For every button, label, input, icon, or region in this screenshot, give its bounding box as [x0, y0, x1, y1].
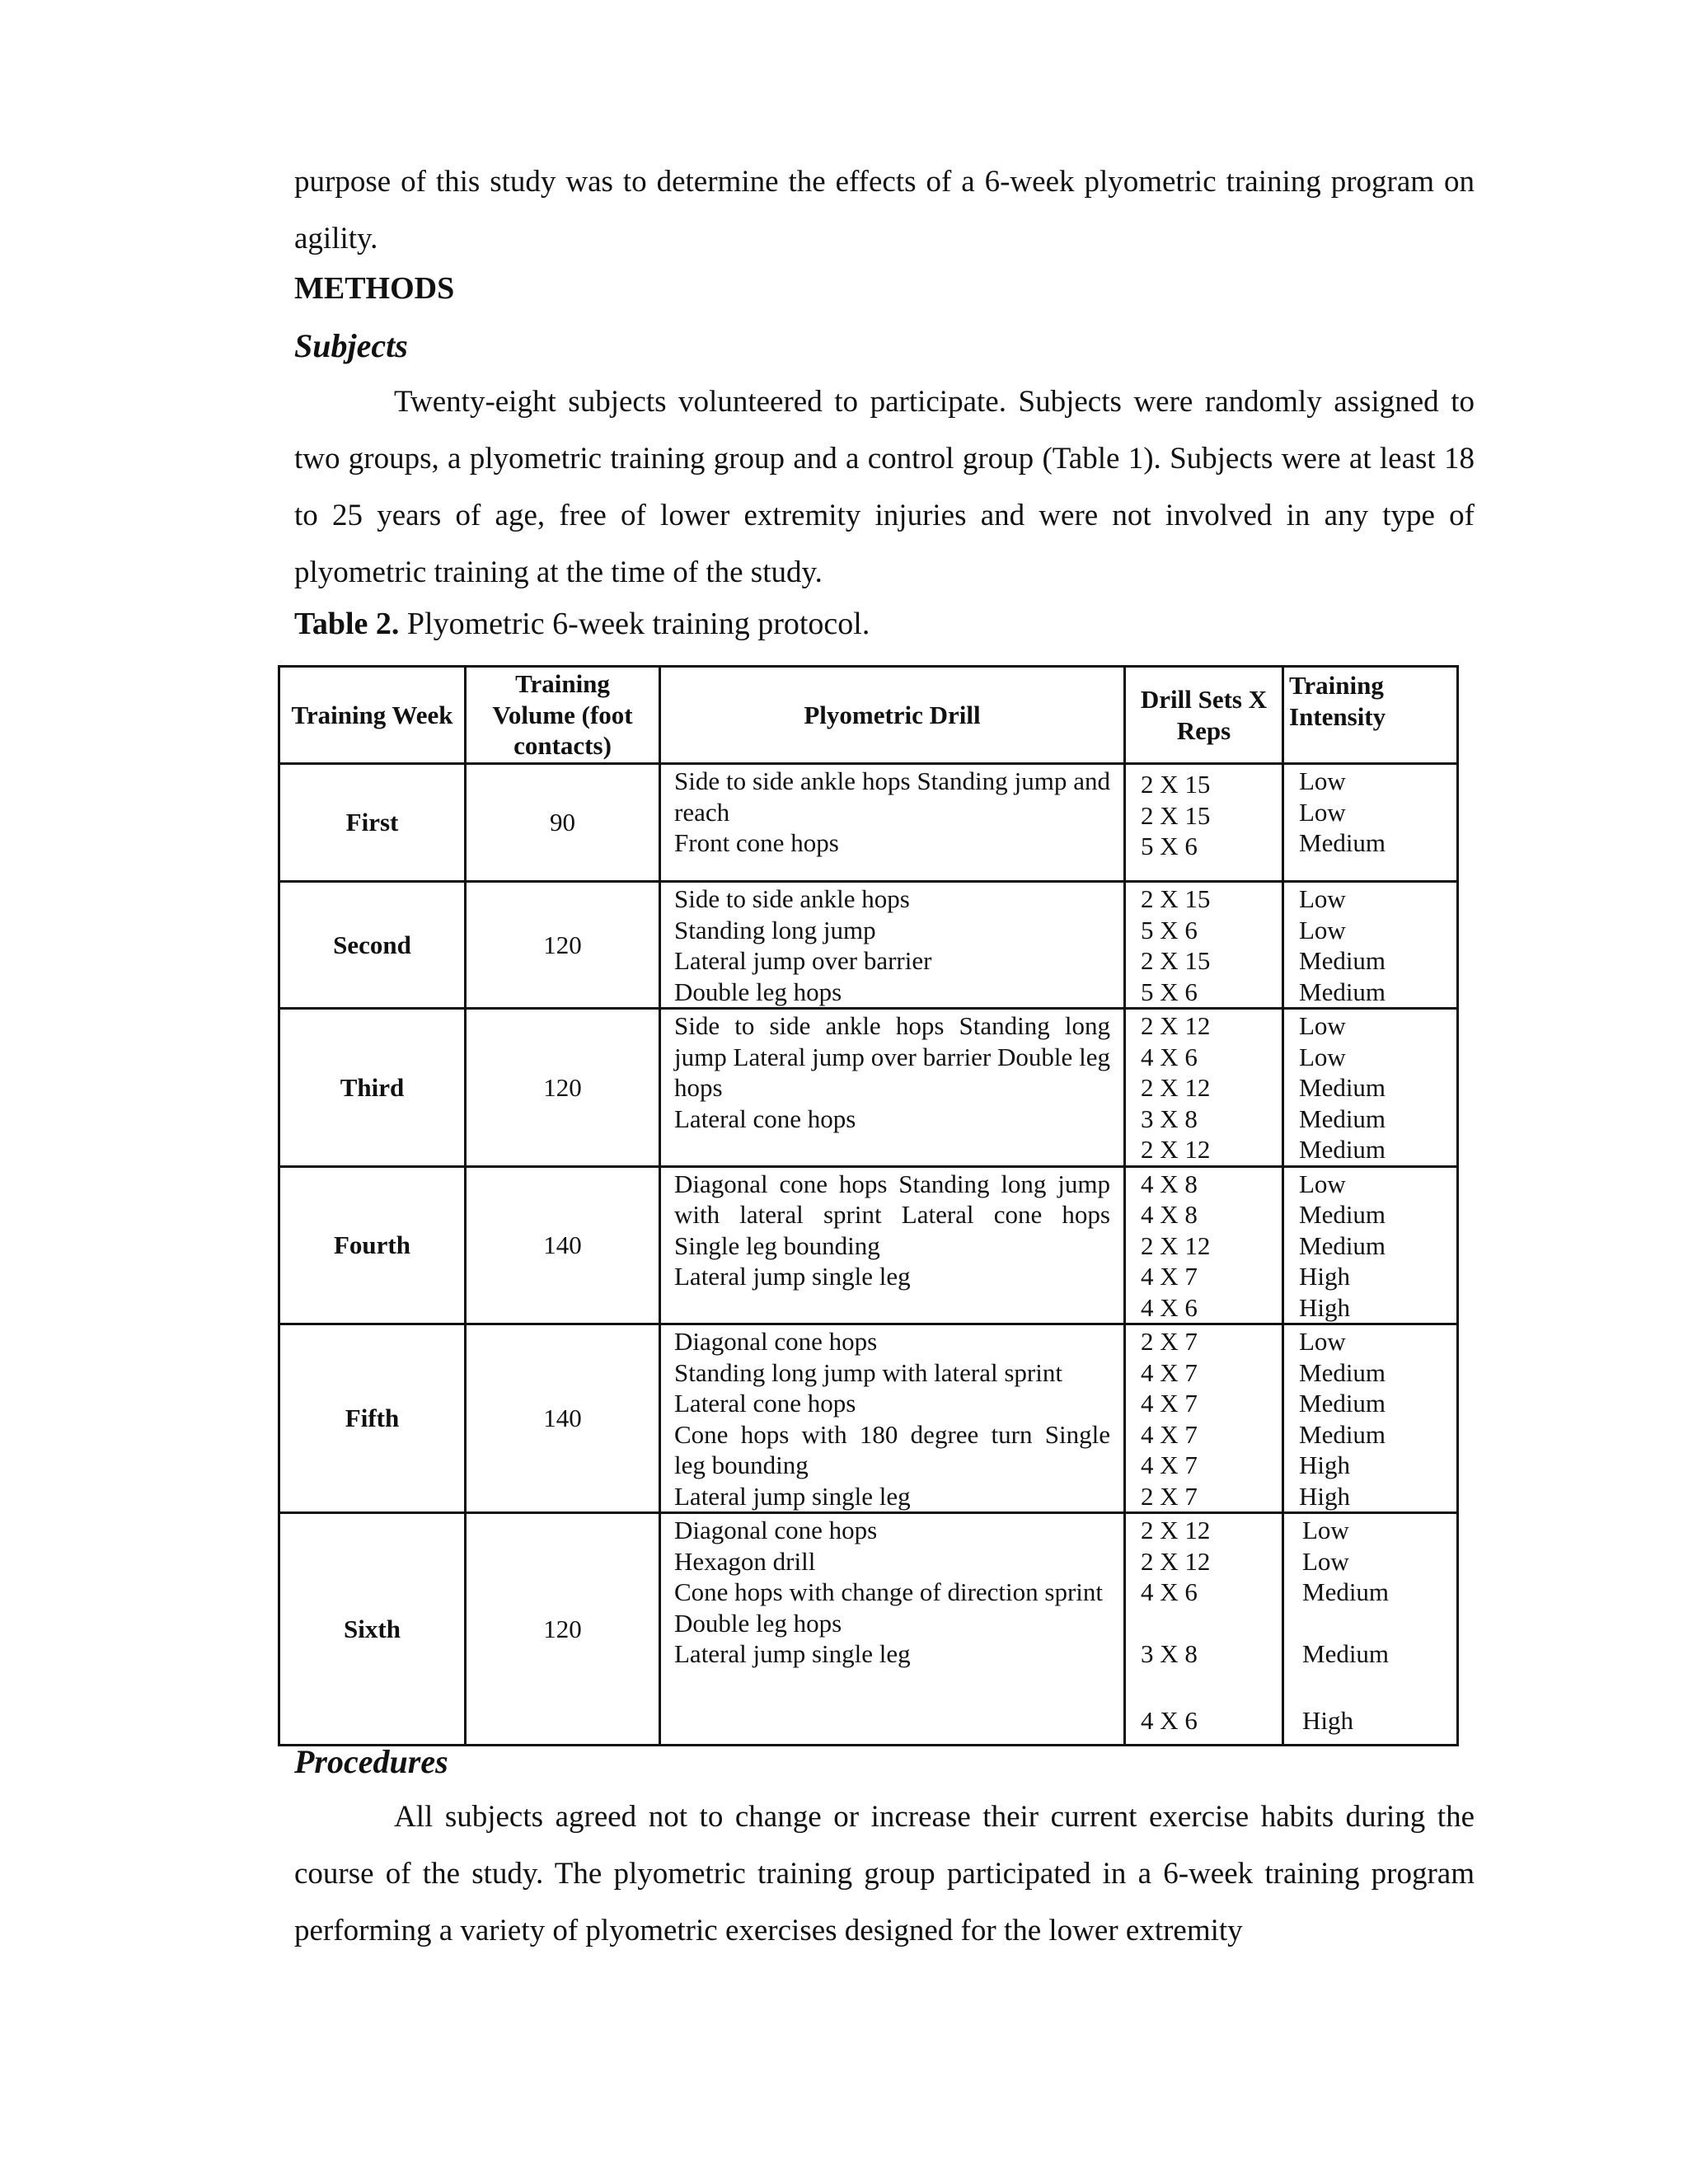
procedures-paragraph: All subjects agreed not to change or increase their current exercise habits during the course of the study. The plyometric training group participated in a 6-week training program performing a variety of plyometric exercises designed for the lower extremity: [294, 1800, 1475, 1947]
drill-line: Double leg hops: [674, 1608, 842, 1638]
intensity-line: Low: [1299, 1169, 1346, 1198]
drill-cell: [660, 764, 1125, 882]
week-cell: Fifth: [279, 1324, 466, 1513]
subjects-paragraph: Twenty-eight subjects volunteered to participate. Subjects were randomly assigned to two groups, a plyometric training group and a control group (Table 1). Subjects were at least 18 to 25 years of age, free of lower extremity injuries and were not involved in any type of plyometric training at the time of the study.: [294, 385, 1475, 589]
intensity-cell: [1283, 1513, 1458, 1746]
week-cell: First: [279, 764, 466, 882]
sets-line: 2 X 15: [1141, 884, 1211, 913]
table-row: [279, 1009, 1458, 1167]
sets-cell: [1125, 1324, 1283, 1513]
drill-line: Standing long jump: [674, 915, 876, 944]
drill-line: Diagonal cone hops: [674, 1327, 878, 1356]
drill-line: Lateral jump single leg: [674, 1262, 911, 1291]
intensity-line: High: [1299, 1292, 1350, 1322]
intensity-line: Medium: [1299, 1104, 1386, 1133]
week-cell: Sixth: [279, 1513, 466, 1746]
intensity-line: Low: [1299, 1327, 1346, 1356]
sets-line: 2 X 7: [1141, 1481, 1198, 1511]
table-caption-label: Table 2.: [294, 607, 400, 641]
sets-line: 2 X 7: [1141, 1327, 1198, 1356]
intensity-line: Medium: [1299, 1419, 1386, 1449]
sets-cell: [1125, 882, 1283, 1009]
volume-cell: 90: [466, 764, 660, 882]
sets-line: 2 X 12: [1141, 1516, 1211, 1544]
sets-line: 4 X 7: [1141, 1451, 1198, 1479]
drill-cell: [660, 1513, 1125, 1746]
sets-line: 3 X 8: [1141, 1104, 1198, 1133]
sets-line: 2 X 12: [1141, 1135, 1211, 1164]
intensity-cell: [1283, 1166, 1458, 1324]
intensity-line: Low: [1299, 884, 1346, 913]
intensity-line: Low: [1302, 1516, 1349, 1544]
drill-cell: [660, 1324, 1125, 1513]
drill-line: Hexagon drill: [674, 1546, 816, 1576]
intensity-line: Medium: [1299, 1389, 1386, 1418]
intensity-line: Medium: [1299, 1073, 1386, 1102]
intensity-line: Low: [1299, 766, 1346, 795]
sets-line: 4 X 6: [1141, 1042, 1198, 1071]
drill-line: Diagonal cone hops: [674, 1516, 878, 1544]
intensity-line: High: [1299, 1262, 1350, 1291]
intensity-line: Low: [1299, 1042, 1346, 1071]
intensity-line: Medium: [1299, 1357, 1386, 1387]
drill-line: Lateral jump single leg: [674, 1639, 911, 1668]
intensity-line: Medium: [1299, 1135, 1386, 1164]
table-row: [279, 1324, 1458, 1513]
week-cell: Fourth: [279, 1166, 466, 1324]
sets-line: 2 X 12: [1141, 1230, 1211, 1260]
header-training-intensity: Training Intensity: [1283, 667, 1458, 764]
sets-line: 2 X 12: [1141, 1546, 1211, 1576]
sets-cell: [1125, 1166, 1283, 1324]
sets-line: 4 X 6: [1141, 1706, 1198, 1735]
sets-line: 4 X 7: [1141, 1357, 1198, 1387]
intro-paragraph: purpose of this study was to determine the effects of a 6-week plyometric training program on agility.: [294, 165, 1475, 255]
sets-line: 2 X 12: [1141, 1073, 1211, 1102]
sets-line: 4 X 8: [1141, 1200, 1198, 1229]
drill-line: Side to side ankle hops Standing long jump Lateral jump over barrier Double leg hops: [674, 1011, 1110, 1102]
intensity-line: Medium: [1299, 1200, 1386, 1229]
procedures-heading: Procedures: [294, 1743, 448, 1780]
drill-line: Cone hops with change of direction sprint: [674, 1577, 1104, 1606]
drill-line: Double leg hops: [674, 977, 842, 1006]
header-training-week: Training Week: [279, 667, 466, 764]
sets-line: 4 X 7: [1141, 1389, 1198, 1418]
sets-line: 3 X 8: [1141, 1639, 1198, 1668]
intensity-line: Low: [1299, 915, 1346, 944]
sets-cell: [1125, 1009, 1283, 1167]
drill-line: Side to side ankle hops Standing jump and reach: [674, 766, 1110, 827]
week-cell: Third: [279, 1009, 466, 1167]
sets-line: 4 X 7: [1141, 1262, 1198, 1291]
intensity-cell: [1283, 882, 1458, 1009]
header-drill-sets: Drill Sets X Reps: [1125, 667, 1283, 764]
sets-line: 4 X 7: [1141, 1419, 1198, 1449]
table-row: [279, 1166, 1458, 1324]
table-header-row: [279, 667, 1458, 764]
sets-line: 2 X 15: [1141, 770, 1211, 799]
intensity-cell: [1283, 1009, 1458, 1167]
sets-line: 2 X 12: [1141, 1011, 1211, 1040]
sets-cell: [1125, 764, 1283, 882]
drill-line: Side to side ankle hops: [674, 884, 910, 913]
intensity-line: Low: [1302, 1546, 1349, 1576]
intensity-line: Low: [1299, 1011, 1346, 1040]
intensity-cell: [1283, 1324, 1458, 1513]
sets-line: 4 X 6: [1141, 1577, 1198, 1606]
sets-line: 5 X 6: [1141, 977, 1198, 1006]
drill-line: Diagonal cone hops Standing long jump with lateral sprint Lateral cone hops Single leg bounding: [674, 1169, 1110, 1260]
header-training-volume: Training Volume (foot contacts): [466, 667, 660, 764]
intensity-line: High: [1302, 1706, 1353, 1735]
intensity-line: Medium: [1299, 977, 1386, 1006]
sets-line: 2 X 15: [1141, 800, 1211, 830]
subjects-heading: Subjects: [294, 327, 408, 364]
methods-heading: METHODS: [294, 271, 455, 306]
drill-line: Standing long jump with lateral sprint: [674, 1357, 1062, 1387]
sets-line: 5 X 6: [1141, 915, 1198, 944]
table-caption: [294, 606, 870, 642]
intensity-line: Medium: [1299, 828, 1386, 857]
intensity-line: High: [1299, 1451, 1350, 1479]
intensity-line: Medium: [1299, 1230, 1386, 1260]
intensity-line: High: [1299, 1481, 1350, 1511]
drill-line: Front cone hops: [674, 828, 839, 857]
volume-cell: 140: [466, 1166, 660, 1324]
header-plyometric-drill: Plyometric Drill: [660, 667, 1125, 764]
drill-cell: [660, 882, 1125, 1009]
intensity-cell: [1283, 764, 1458, 882]
sets-cell: [1125, 1513, 1283, 1746]
drill-line: Lateral jump single leg: [674, 1481, 911, 1511]
sets-line: 4 X 6: [1141, 1292, 1198, 1322]
intensity-line: Medium: [1302, 1639, 1390, 1668]
volume-cell: 120: [466, 1009, 660, 1167]
drill-line: Lateral cone hops: [674, 1104, 856, 1133]
volume-cell: 140: [466, 1324, 660, 1513]
intensity-line: Medium: [1299, 946, 1386, 975]
week-cell: Second: [279, 882, 466, 1009]
drill-line: Lateral jump over barrier: [674, 946, 932, 975]
sets-line: 5 X 6: [1141, 832, 1198, 860]
drill-cell: [660, 1009, 1125, 1167]
drill-line: Lateral cone hops: [674, 1389, 856, 1418]
sets-line: 4 X 8: [1141, 1169, 1198, 1198]
intensity-line: Low: [1299, 797, 1346, 827]
table-caption-text: Plyometric 6-week training protocol.: [406, 607, 870, 641]
sets-line: 2 X 15: [1141, 946, 1211, 975]
table-row: [279, 882, 1458, 1009]
table-row: [279, 1513, 1458, 1746]
volume-cell: 120: [466, 882, 660, 1009]
volume-cell: 120: [466, 1513, 660, 1746]
table-row: [279, 764, 1458, 882]
drill-cell: [660, 1166, 1125, 1324]
drill-line: Cone hops with 180 degree turn Single leg bounding: [674, 1419, 1110, 1479]
training-protocol-table: [278, 665, 1459, 1746]
intensity-line: Medium: [1302, 1577, 1390, 1606]
